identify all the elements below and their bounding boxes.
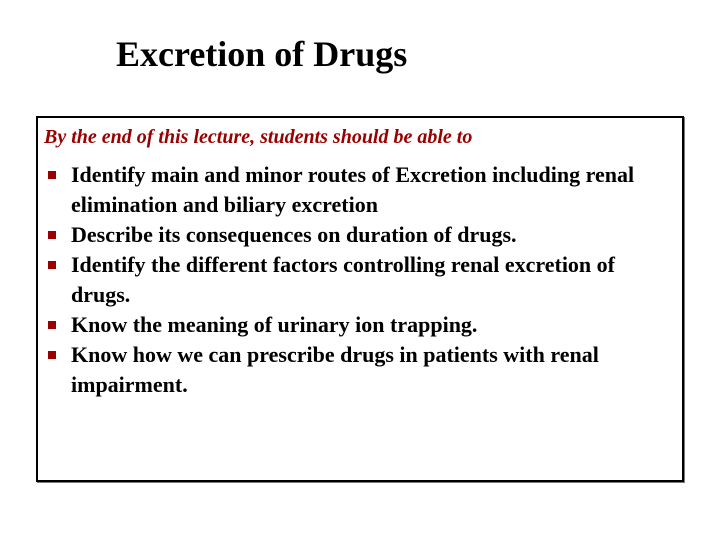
square-bullet-icon	[48, 321, 56, 329]
objective-text: Know how we can prescribe drugs in patients with renal impairment.	[71, 342, 599, 397]
objective-text: Know the meaning of urinary ion trapping.	[71, 312, 478, 337]
objective-item	[38, 160, 648, 220]
square-bullet-icon	[48, 351, 56, 359]
slide-title: Excretion of Drugs	[116, 34, 408, 74]
objective-item	[38, 220, 648, 250]
objective-item	[38, 310, 648, 340]
square-bullet-icon	[48, 261, 56, 269]
square-bullet-icon	[48, 231, 56, 239]
learning-objectives-box	[36, 116, 684, 482]
objectives-intro: By the end of this lecture, students should be able to	[44, 126, 473, 148]
square-bullet-icon	[48, 171, 56, 179]
objective-text: Identify main and minor routes of Excretion including renal elimination and biliary excretion	[71, 162, 635, 217]
objective-text: Describe its consequences on duration of drugs.	[71, 222, 517, 247]
objective-item	[38, 340, 648, 400]
objectives-list	[38, 160, 648, 400]
objective-item	[38, 250, 648, 310]
objective-text: Identify the different factors controlling renal excretion of drugs.	[71, 252, 615, 307]
